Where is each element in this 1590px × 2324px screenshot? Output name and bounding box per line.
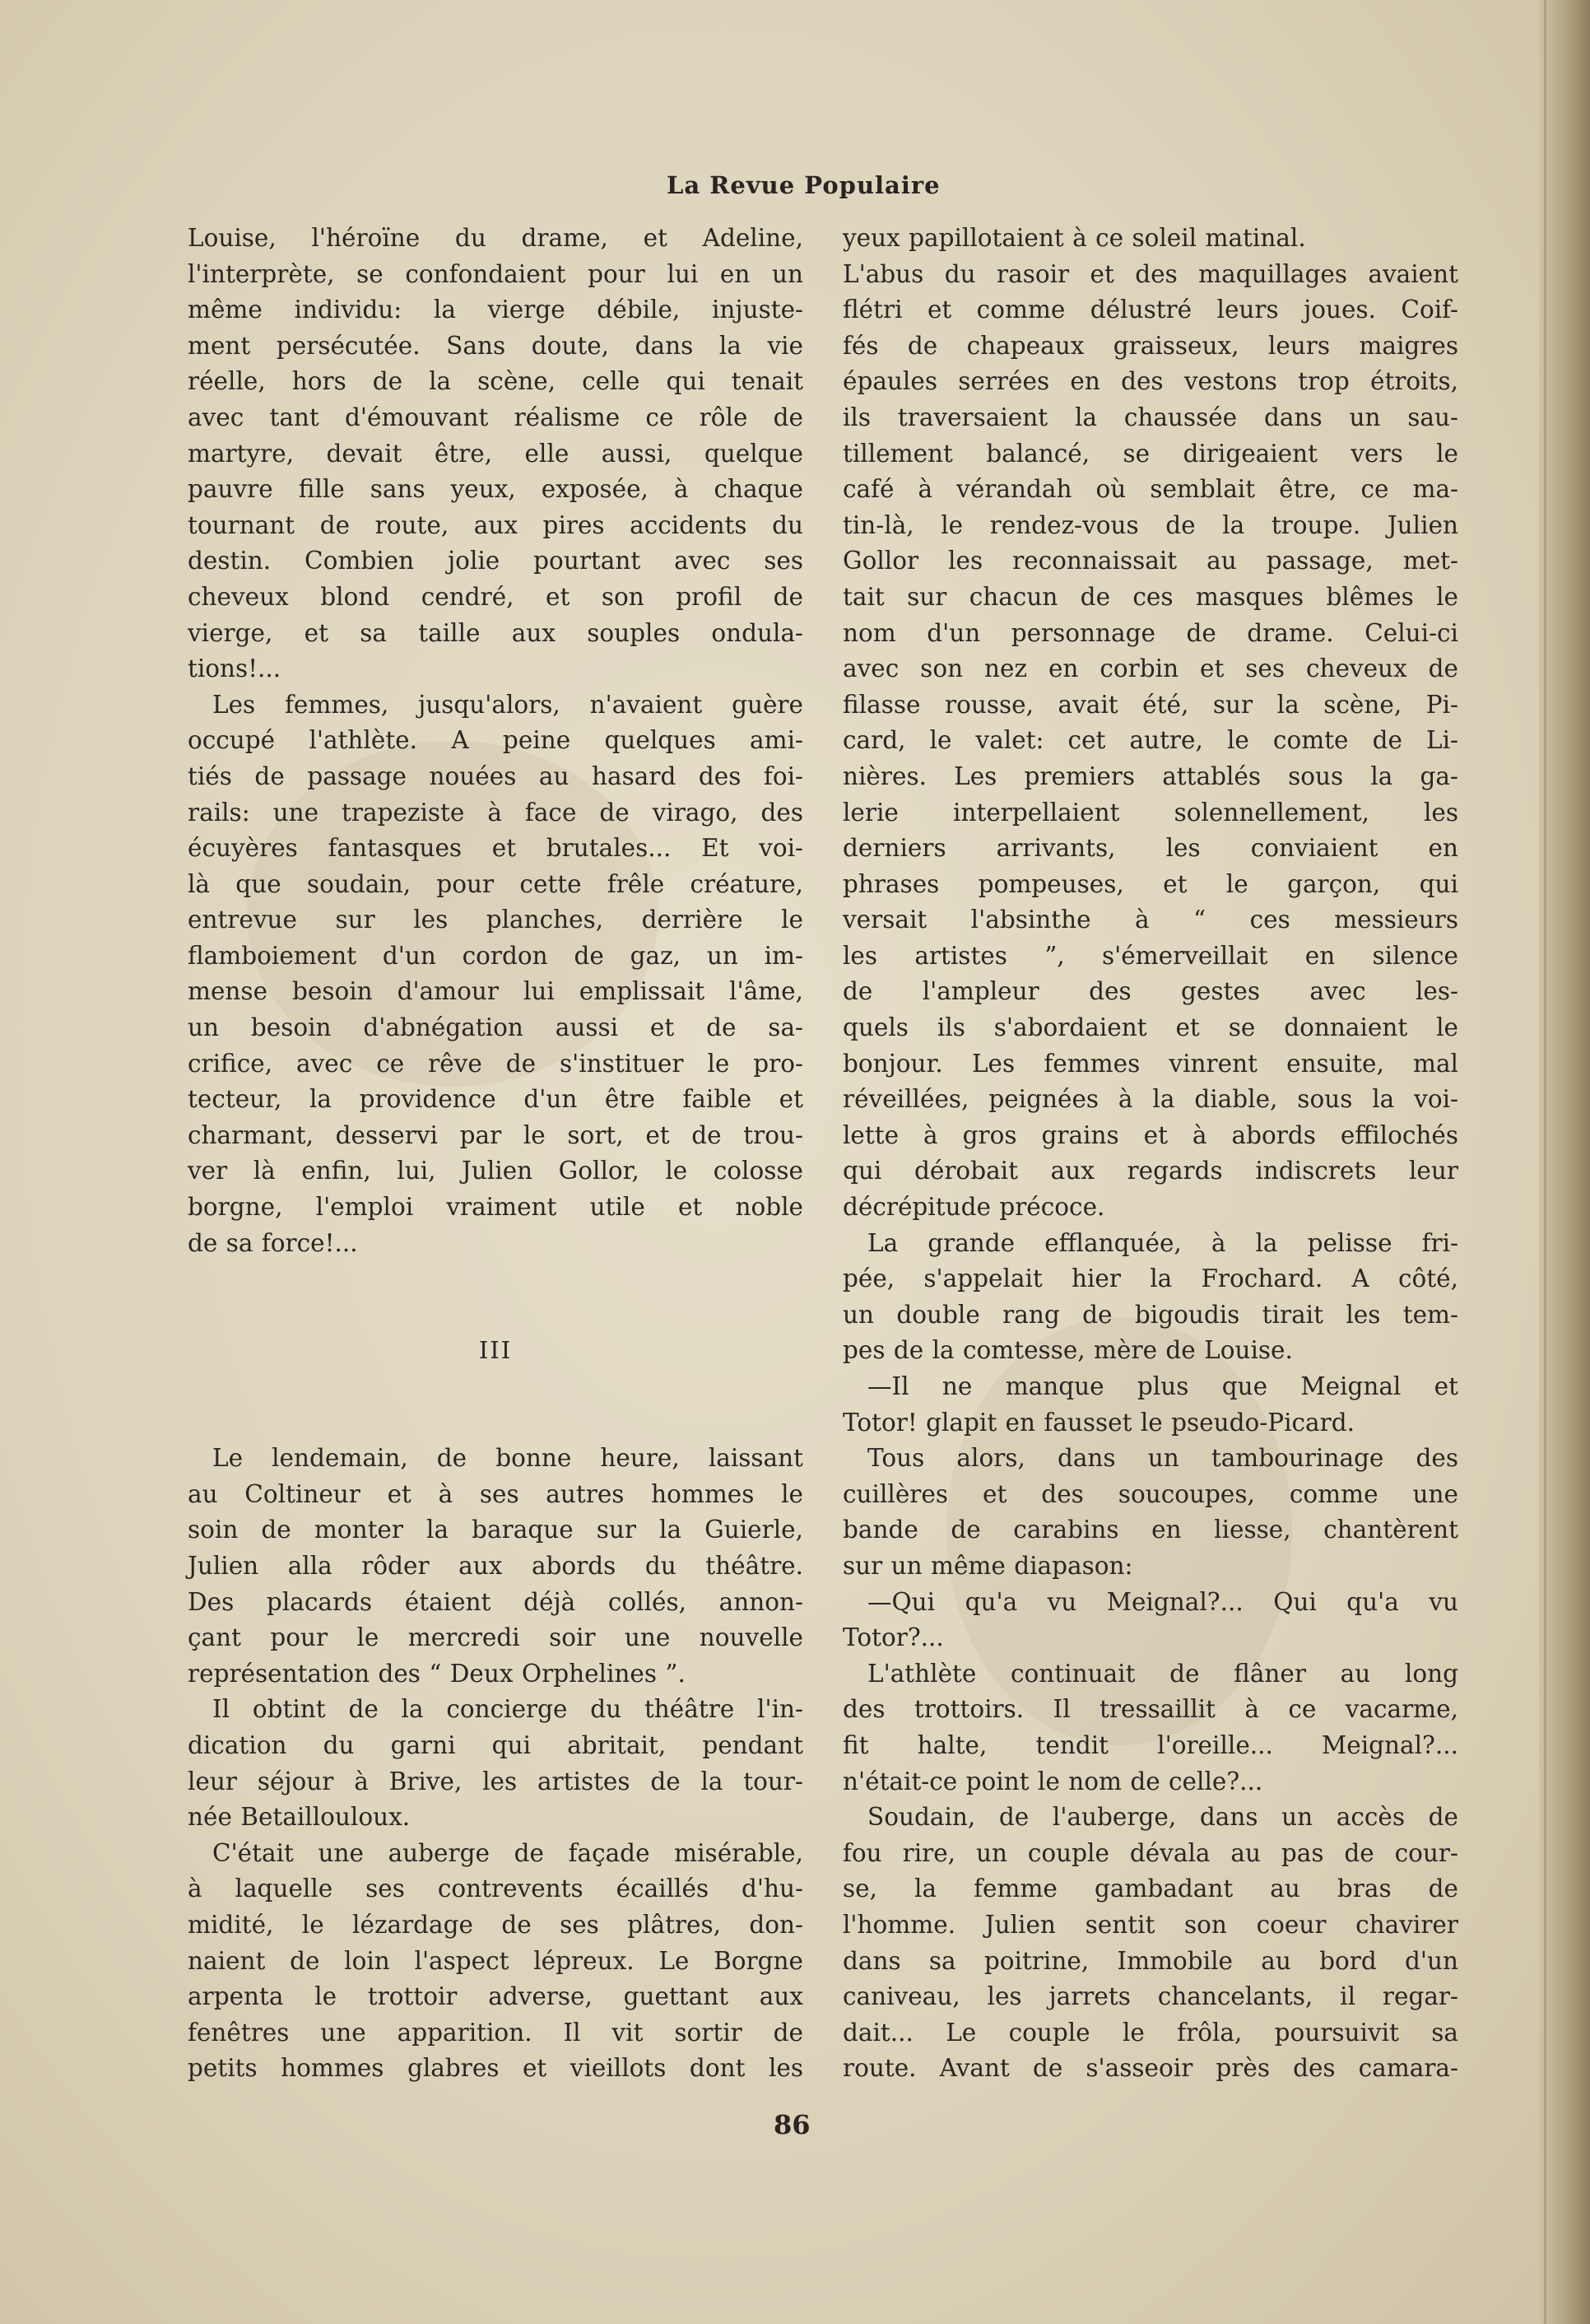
- text-line: les artistes ”, s'émerveillait en silence: [843, 941, 1458, 970]
- text-line: card, le valet: cet autre, le comte de Li-: [843, 726, 1458, 755]
- text-line: là que soudain, pour cette frêle créature,: [188, 869, 803, 898]
- text-line: flamboiement d'un cordon de gaz, un im-: [188, 941, 803, 970]
- text-line: fit halte, tendit l'oreille... Meignal?...: [843, 1730, 1458, 1759]
- text-line: des trottoirs. Il tressaillit à ce vacarme,: [843, 1695, 1458, 1724]
- text-line: L'abus du rasoir et des maquillages avaient: [843, 259, 1458, 288]
- text-line: dait... Le couple le frôla, poursuivit sa: [843, 2018, 1458, 2047]
- text-line: épaules serrées en des vestons trop étroits,: [843, 367, 1458, 396]
- text-line: de l'ampleur des gestes avec les-: [843, 977, 1458, 1006]
- text-line: tiés de passage nouées au hasard des foi-: [188, 761, 803, 790]
- text-line: charmant, desservi par le sort, et de trou-: [188, 1120, 803, 1149]
- left-text-block-1: [188, 221, 803, 1261]
- page-number: 86: [774, 2109, 811, 2140]
- text-line: avec tant d'émouvant réalisme ce rôle de: [188, 403, 803, 431]
- text-line: Il obtint de la concierge du théâtre l'in-: [212, 1695, 803, 1724]
- text-line: —Il ne manque plus que Meignal et: [867, 1372, 1458, 1400]
- text-line: lerie interpellaient solennellement, les: [843, 798, 1458, 827]
- text-line: tecteur, la providence d'un être faible et: [188, 1085, 803, 1114]
- text-line: fés de chapeaux graisseux, leurs maigres: [843, 331, 1458, 360]
- text-line: pauvre fille sans yeux, exposée, à chaque: [188, 475, 803, 504]
- text-line: pes de la comtesse, mère de Louise.: [843, 1336, 1293, 1365]
- text-line: se, la femme gambadant au bras de: [843, 1875, 1458, 1903]
- text-line: flétri et comme délustré leurs joues. Coif-: [843, 296, 1458, 324]
- text-line: martyre, devait être, elle aussi, quelque: [188, 439, 803, 468]
- text-line: derniers arrivants, les conviaient en: [843, 834, 1458, 863]
- text-line: Des placards étaient déjà collés, annon-: [188, 1587, 803, 1616]
- text-line: midité, le lézardage de ses plâtres, don-: [188, 1910, 803, 1939]
- text-line: l'homme. Julien sentit son coeur chavirer: [843, 1910, 1458, 1939]
- text-line: Soudain, de l'auberge, dans un accès de: [867, 1803, 1458, 1832]
- spacer: [188, 1405, 803, 1441]
- text-line: cuillères et des soucoupes, comme une: [843, 1479, 1458, 1508]
- spacer: [188, 1369, 803, 1405]
- text-line: ment persécutée. Sans doute, dans la vie: [188, 331, 803, 360]
- text-line: lette à gros grains et à abords effilochés: [843, 1120, 1458, 1149]
- text-line: fou rire, un couple dévala au pas de cour-: [843, 1838, 1458, 1867]
- text-line: naient de loin l'aspect lépreux. Le Borgne: [188, 1946, 803, 1975]
- text-line: café à vérandah où semblait être, ce ma-: [843, 475, 1458, 504]
- text-line: quels ils s'abordaient et se donnaient le: [843, 1013, 1458, 1042]
- right-column: [843, 221, 1458, 2087]
- text-line: tions!...: [188, 654, 281, 683]
- text-line: Tous alors, dans un tambourinage des: [867, 1444, 1458, 1473]
- text-line: Julien alla rôder aux abords du théâtre.: [188, 1551, 803, 1580]
- text-line: tait sur chacun de ces masques blêmes le: [843, 582, 1458, 611]
- left-column: [188, 221, 803, 2087]
- text-line: rails: une trapeziste à face de virago, des: [188, 798, 803, 827]
- running-header: La Revue Populaire: [667, 171, 941, 199]
- text-line: versait l'absinthe à “ ces messieurs: [843, 906, 1458, 934]
- spacer: [188, 1261, 803, 1297]
- text-line: occupé l'athlète. A peine quelques ami-: [188, 726, 803, 755]
- right-text-block: [843, 221, 1458, 2087]
- text-line: route. Avant de s'asseoir près des camara-: [843, 2054, 1458, 2083]
- text-line: l'interprète, se confondaient pour lui en un: [188, 259, 803, 288]
- text-line: Totor?...: [843, 1623, 944, 1652]
- left-text-block-2: [188, 1441, 803, 2087]
- text-line: filasse rousse, avait été, sur la scène, Pi-: [843, 690, 1458, 719]
- text-line: un besoin d'abnégation aussi et de sa-: [188, 1013, 803, 1042]
- text-line: écuyères fantasques et brutales... Et voi-: [188, 834, 803, 863]
- text-line: décrépitude précoce.: [843, 1193, 1105, 1222]
- text-line: yeux papillotaient à ce soleil matinal.: [843, 224, 1306, 252]
- text-line: dans sa poitrine, Immobile au bord d'un: [843, 1946, 1458, 1975]
- text-line: réelle, hors de la scène, celle qui tenait: [188, 367, 803, 396]
- text-line: leur séjour à Brive, les artistes de la tour-: [188, 1767, 803, 1795]
- text-line: tillement balancé, se dirigeaient vers le: [843, 439, 1458, 468]
- text-line: ver là enfin, lui, Julien Gollor, le colosse: [188, 1157, 803, 1185]
- text-line: tin-là, le rendez-vous de la troupe. Julien: [843, 510, 1458, 539]
- text-line: même individu: la vierge débile, injuste-: [188, 296, 803, 324]
- text-line: Gollor les reconnaissait au passage, met-: [843, 547, 1458, 575]
- text-line: vierge, et sa taille aux souples ondula-: [188, 618, 803, 647]
- text-line: réveillées, peignées à la diable, sous la voi-: [843, 1085, 1458, 1114]
- text-line: un double rang de bigoudis tirait les tem-: [843, 1300, 1458, 1329]
- text-line: destin. Combien jolie pourtant avec ses: [188, 547, 803, 575]
- text-line: n'était-ce point le nom de celle?...: [843, 1767, 1263, 1795]
- text-line: dication du garni qui abritait, pendant: [188, 1730, 803, 1759]
- text-line: fenêtres une apparition. Il vit sortir de: [188, 2018, 803, 2047]
- spacer: [188, 1297, 803, 1334]
- text-line: —Qui qu'a vu Meignal?... Qui qu'a vu: [867, 1587, 1458, 1616]
- text-line: C'était une auberge de façade misérable,: [212, 1838, 803, 1867]
- text-line: Le lendemain, de bonne heure, laissant: [212, 1444, 803, 1473]
- text-line: bande de carabins en liesse, chantèrent: [843, 1516, 1458, 1544]
- text-line: çant pour le mercredi soir une nouvelle: [188, 1623, 803, 1652]
- text-line: pée, s'appelait hier la Frochard. A côté,: [843, 1264, 1458, 1293]
- text-line: crifice, avec ce rêve de s'instituer le pro-: [188, 1049, 803, 1078]
- text-line: L'athlète continuait de flâner au long: [867, 1659, 1458, 1688]
- text-line: arpenta le trottoir adverse, guettant aux: [188, 1982, 803, 2011]
- text-line: cheveux blond cendré, et son profil de: [188, 582, 803, 611]
- text-line: qui dérobait aux regards indiscrets leur: [843, 1157, 1458, 1185]
- section-heading: III: [478, 1336, 513, 1365]
- text-line: nières. Les premiers attablés sous la ga-: [843, 761, 1458, 790]
- text-line: ils traversaient la chaussée dans un sau-: [843, 403, 1458, 431]
- text-line: entrevue sur les planches, derrière le: [188, 906, 803, 934]
- text-line: avec son nez en corbin et ses cheveux de: [843, 654, 1458, 683]
- page-binding-edge: [1539, 0, 1590, 2324]
- text-line: au Coltineur et à ses autres hommes le: [188, 1479, 803, 1508]
- text-line: Louise, l'héroïne du drame, et Adeline,: [188, 224, 803, 252]
- text-line: sur un même diapason:: [843, 1551, 1133, 1580]
- text-line: petits hommes glabres et vieillots dont les: [188, 2054, 803, 2083]
- text-line: représentation des “ Deux Orphelines ”.: [188, 1659, 686, 1688]
- text-line: tournant de route, aux pires accidents du: [188, 510, 803, 539]
- text-line: caniveau, les jarrets chancelants, il regar-: [843, 1982, 1458, 2011]
- text-line: mense besoin d'amour lui emplissait l'âme,: [188, 977, 803, 1006]
- text-line: née Betaillouloux.: [188, 1803, 411, 1832]
- text-line: Totor! glapit en fausset le pseudo-Picard.: [843, 1408, 1355, 1437]
- text-line: Les femmes, jusqu'alors, n'avaient guère: [212, 690, 803, 719]
- text-line: soin de monter la baraque sur la Guierle,: [188, 1516, 803, 1544]
- text-line: La grande efflanquée, à la pelisse fri-: [867, 1228, 1458, 1257]
- text-line: phrases pompeuses, et le garçon, qui: [843, 869, 1458, 898]
- text-line: nom d'un personnage de drame. Celui-ci: [843, 618, 1458, 647]
- text-line: bonjour. Les femmes vinrent ensuite, mal: [843, 1049, 1458, 1078]
- text-line: à laquelle ses contrevents écaillés d'hu-: [188, 1875, 803, 1903]
- text-line: borgne, l'emploi vraiment utile et noble: [188, 1193, 803, 1222]
- text-line: de sa force!...: [188, 1228, 358, 1257]
